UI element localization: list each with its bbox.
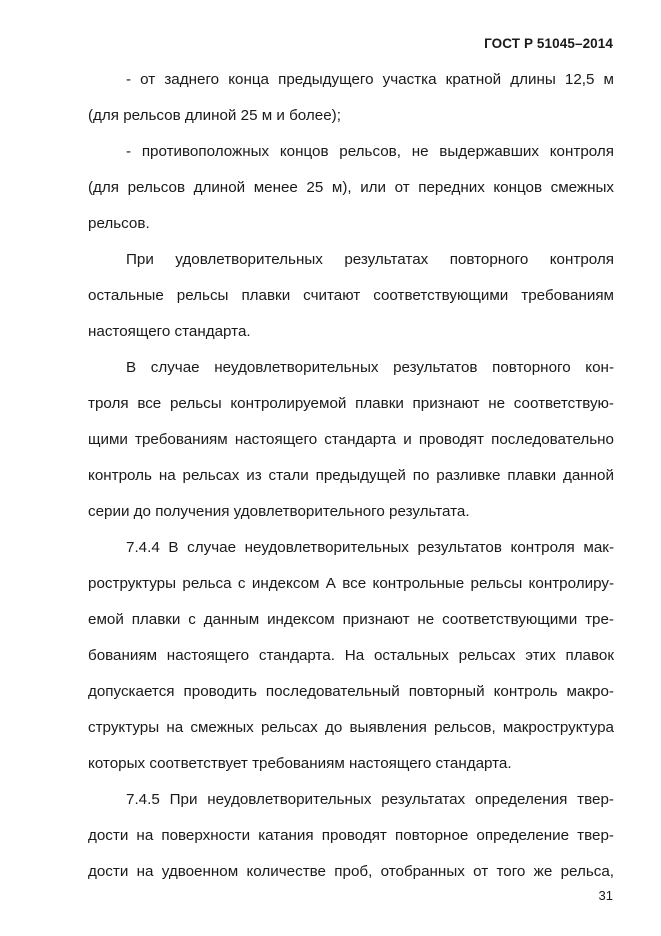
text-line: бованиям настоящего стандарта. На остальных рельсах этих плавок (88, 647, 614, 664)
text-line: роструктуры рельса с индексом А все контрольные рельсы контролиру- (88, 575, 614, 592)
text-line: (для рельсов длиной менее 25 м), или от передних концов смежных (88, 179, 614, 196)
text-line: допускается проводить последовательный повторный контроль макро- (88, 683, 614, 700)
text-line: контроль на рельсах из стали предыдущей по разливке плавки данной (88, 467, 614, 484)
text-line: 7.4.4 В случае неудовлетворительных результатов контроля мак- (126, 539, 614, 556)
text-line: структуры на смежных рельсах до выявления рельсов, макроструктура (88, 719, 614, 736)
text-line: настоящего стандарта. (88, 323, 251, 340)
text-line: - от заднего конца предыдущего участка кратной длины 12,5 м (126, 71, 614, 88)
text-line: дости на поверхности катания проводят повторное определение твер- (88, 827, 614, 844)
document-header: ГОСТ Р 51045–2014 (484, 36, 613, 51)
text-line: троля все рельсы контролируемой плавки признают не соответствую- (88, 395, 614, 412)
text-line: серии до получения удовлетворительного результата. (88, 503, 470, 520)
page-number: 31 (598, 888, 613, 903)
text-line: дости на удвоенном количестве проб, отобранных от того же рельса, (88, 863, 614, 880)
text-line: щими требованиям настоящего стандарта и проводят последовательно (88, 431, 614, 448)
text-line: рельсов. (88, 215, 150, 232)
text-line: (для рельсов длиной 25 м и более); (88, 107, 341, 124)
text-line: В случае неудовлетворительных результатов повторного кон- (126, 359, 614, 376)
text-line: - противоположных концов рельсов, не выдержавших контроля (126, 143, 614, 160)
text-line: остальные рельсы плавки считают соответствующими требованиям (88, 287, 614, 304)
text-line: емой плавки с данным индексом признают не соответствующими тре- (88, 611, 614, 628)
text-line: 7.4.5 При неудовлетворительных результатах определения твер- (126, 791, 614, 808)
text-line: которых соответствует требованиям настоящего стандарта. (88, 755, 512, 772)
text-line: При удовлетворительных результатах повторного контроля (126, 251, 614, 268)
document-body (88, 62, 614, 890)
